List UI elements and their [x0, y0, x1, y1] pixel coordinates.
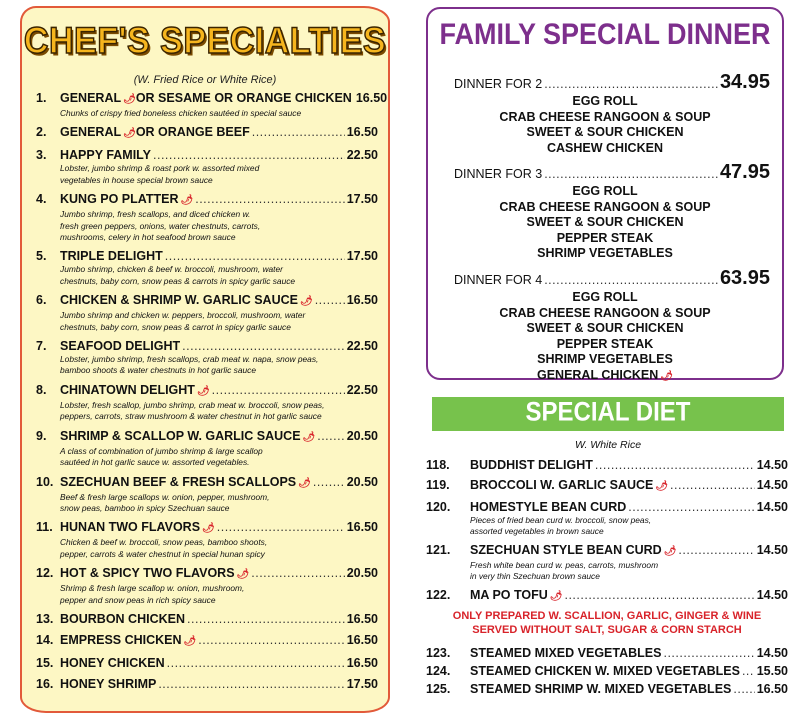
item-description: Beef & fresh large scallops w. onion, pepper, mushroom, snow peas, bamboo in spicy Szechuan sauce	[60, 491, 270, 513]
dot-leader	[544, 167, 718, 181]
course-name: CRAB CHEESE RANGOON & SOUP	[499, 305, 711, 320]
dinner-price: 34.95	[719, 71, 770, 93]
special-diet-title: SPECIAL DIET	[525, 397, 691, 428]
family-dinner-title: FAMILY SPECIAL DINNER	[439, 17, 771, 51]
dinner-course	[428, 231, 782, 247]
dinner-course	[428, 306, 782, 322]
chefs-specialties-list	[36, 90, 388, 697]
dot-leader	[217, 519, 345, 535]
item-name: SHRIMP & SCALLOP W. GARLIC SAUCE	[60, 428, 301, 443]
item-name: HUNAN TWO FLAVORS	[60, 520, 201, 535]
menu-item	[36, 147, 378, 163]
menu-item	[426, 663, 788, 679]
chili-pepper-icon: 🌶︎	[202, 523, 215, 535]
dot-leader	[628, 499, 754, 515]
dinner-row	[454, 267, 770, 290]
item-number: 10.	[36, 474, 54, 489]
item-number: 118.	[426, 458, 450, 472]
dot-leader	[252, 124, 345, 140]
special-diet-subtitle: W. White Rice	[574, 439, 642, 451]
course-name: SWEET & SOUR CHICKEN	[526, 321, 684, 335]
dot-leader	[158, 676, 344, 692]
item-name: MA PO TOFU	[470, 587, 548, 602]
dot-leader	[564, 587, 754, 603]
item-name: BROCCOLI W. GARLIC SAUCE	[470, 478, 654, 492]
item-number: 120.	[426, 500, 451, 514]
item-price: 22.50	[346, 382, 378, 397]
dinner-course	[428, 368, 782, 385]
dinner-course	[428, 352, 782, 368]
item-description: Jumbo shrimp and chicken w. peppers, broccoli, mushroom, water chestnuts, baby corn, snow peas & carrot in spicy garlic sauce	[60, 310, 306, 332]
chili-pepper-icon: 🌶︎	[663, 545, 677, 557]
item-number: 14.	[36, 632, 54, 647]
dot-leader	[167, 655, 345, 671]
dinner-course	[428, 141, 782, 157]
dinner-course	[428, 200, 782, 216]
item-name: SZECHUAN BEEF & FRESH SCALLOPS	[60, 474, 297, 489]
menu-item	[36, 248, 378, 264]
menu-item	[36, 632, 378, 650]
item-name: EMPRESS CHICKEN	[60, 632, 182, 647]
item-number: 7.	[36, 339, 47, 354]
dinner-row	[454, 161, 770, 184]
item-name: STEAMED SHRIMP W. MIXED VEGETABLES	[470, 681, 732, 696]
menu-item	[36, 338, 378, 354]
menu-item	[36, 124, 378, 142]
special-diet-banner	[432, 397, 784, 431]
menu-item	[36, 90, 388, 108]
dot-leader	[544, 273, 718, 287]
item-number: 122.	[426, 587, 451, 602]
dinner-course	[428, 215, 782, 231]
item-number: 123.	[426, 645, 451, 660]
menu-item	[36, 519, 378, 537]
dot-leader	[678, 542, 754, 558]
item-price: 20.50	[346, 566, 378, 581]
item-name-cont: OR SESAME OR ORANGE CHICKEN	[135, 91, 352, 105]
dinner-label: DINNER FOR 4	[454, 273, 543, 287]
dinner-course	[428, 246, 782, 262]
course-name: CASHEW CHICKEN	[547, 140, 663, 155]
item-name: HOMESTYLE BEAN CURD	[470, 500, 627, 514]
item-price: 17.50	[346, 249, 378, 264]
dot-leader	[315, 292, 345, 308]
dot-leader	[198, 632, 344, 648]
item-number: 15.	[36, 655, 54, 670]
dot-leader	[165, 248, 345, 264]
course-name: EGG ROLL	[572, 290, 638, 304]
item-name: STEAMED CHICKEN W. MIXED VEGETABLES	[470, 663, 740, 678]
chili-pepper-icon: 🌶︎	[236, 569, 250, 581]
course-name: CRAB CHEESE RANGOON & SOUP	[499, 109, 711, 124]
item-description: Chunks of crispy fried boneless chicken sautéed in special sauce	[60, 108, 302, 118]
menu-item	[426, 499, 788, 515]
dinner-course	[428, 94, 782, 110]
course-name: SWEET & SOUR CHICKEN	[526, 215, 684, 229]
item-price: 16.50	[346, 632, 378, 647]
item-price: 20.50	[346, 428, 378, 443]
menu-item	[36, 292, 378, 310]
dot-leader	[182, 338, 345, 354]
item-price: 14.50	[756, 478, 788, 492]
dinner-course	[428, 184, 782, 200]
item-name: HONEY CHICKEN	[60, 655, 165, 670]
item-number: 11.	[36, 520, 53, 535]
menu-item	[426, 457, 788, 473]
course-name: GENERAL CHICKEN	[536, 367, 659, 382]
course-name: SHRIMP VEGETABLES	[537, 246, 673, 260]
dot-leader	[187, 611, 345, 627]
special-diet-note	[426, 609, 788, 637]
diet-note-line-1: ONLY PREPARED W. SCALLION, GARLIC, GINGER & WINE	[452, 609, 762, 622]
family-special-dinner-panel	[426, 7, 784, 380]
item-name: SEAFOOD DELIGHT	[60, 339, 181, 354]
item-price: 14.50	[756, 500, 788, 514]
menu-item	[426, 645, 788, 661]
chili-pepper-icon: 🌶︎	[302, 431, 316, 443]
item-price: 14.50	[756, 587, 788, 602]
item-number: 16.	[36, 676, 54, 691]
item-price: 16.50	[346, 125, 378, 140]
item-number: 1.	[36, 91, 47, 105]
item-number: 3.	[36, 148, 47, 163]
chili-pepper-icon: 🌶︎	[180, 195, 194, 207]
dot-leader	[153, 147, 345, 163]
item-number: 6.	[36, 293, 47, 308]
dot-leader	[317, 428, 344, 444]
item-number: 124.	[426, 663, 451, 678]
chili-pepper-icon: 🌶︎	[655, 481, 669, 492]
item-name: HAPPY FAMILY	[60, 148, 151, 163]
menu-item	[36, 191, 378, 209]
item-name: BOURBON CHICKEN	[60, 611, 185, 626]
item-number: 2.	[36, 125, 47, 140]
item-number: 9.	[36, 428, 47, 443]
item-number: 4.	[36, 192, 47, 207]
dinner-course	[428, 321, 782, 337]
menu-item	[36, 382, 378, 400]
menu-item	[36, 655, 378, 671]
item-name: CHICKEN & SHRIMP W. GARLIC SAUCE	[60, 293, 298, 308]
menu-item	[426, 477, 788, 495]
item-number: 125.	[426, 681, 451, 696]
chili-pepper-icon: 🌶︎	[298, 477, 311, 489]
item-description: Lobster, fresh scallop, jumbo shrimp, crab meat w. broccoli, snow peas, peppers, carrots, straw mushroom & water chestnut in hot garlic sauce	[60, 399, 325, 422]
special-diet-list	[426, 457, 788, 699]
item-name: GENERAL	[60, 91, 122, 105]
course-name: PEPPER STEAK	[556, 230, 654, 245]
dinner-price: 63.95	[719, 267, 770, 289]
item-name: STEAMED MIXED VEGETABLES	[470, 645, 662, 660]
menu-item	[426, 587, 788, 605]
dinner-label: DINNER FOR 3	[454, 167, 543, 181]
diet-note-line-2: SERVED WITHOUT SALT, SUGAR & CORN STARCH	[472, 623, 742, 636]
course-name: PEPPER STEAK	[556, 336, 654, 351]
menu-item	[426, 542, 788, 560]
course-name: CRAB CHEESE RANGOON & SOUP	[499, 199, 711, 214]
chili-pepper-icon: 🌶︎	[549, 590, 563, 602]
dot-leader	[212, 382, 345, 398]
item-name: GENERAL	[60, 125, 122, 140]
item-description: Fresh white bean curd w. peas, carrots, mushroom in very thin Szechuan brown sauce	[470, 559, 659, 582]
item-price: 17.50	[346, 192, 378, 207]
item-number: 119.	[426, 478, 450, 492]
dot-leader	[595, 457, 755, 473]
item-description: A class of combination of jumbo shrimp & large scallop sautéed in hot garlic sauce w. assorted vegetables.	[60, 445, 263, 468]
item-description: Chicken & beef w. broccoli, snow peas, bamboo shoots, pepper, carrots & water chestnut in special hunan spicy	[60, 537, 268, 559]
item-price: 16.50	[355, 91, 388, 105]
menu-item	[36, 474, 378, 492]
item-number: 13.	[36, 611, 54, 626]
chefs-specialties-subtitle: (W. Fried Rice or White Rice)	[133, 74, 277, 86]
item-number: 12.	[36, 566, 54, 581]
dinner-course	[428, 337, 782, 353]
chili-pepper-icon: 🌶︎	[123, 128, 136, 140]
item-price: 16.50	[346, 520, 378, 535]
item-description: Pieces of fried bean curd w. broccoli, snow peas, assorted vegetables in brown sauce	[470, 515, 652, 537]
item-price: 16.50	[346, 293, 378, 308]
item-price: 17.50	[346, 676, 378, 691]
dot-leader	[544, 77, 718, 91]
item-name: HOT & SPICY TWO FLAVORS	[60, 566, 235, 581]
chili-pepper-icon: 🌶︎	[196, 385, 210, 397]
dot-leader	[670, 477, 755, 493]
item-name: HONEY SHRIMP	[60, 676, 157, 691]
item-price: 15.50	[756, 663, 788, 678]
course-name: EGG ROLL	[572, 94, 638, 108]
special-diet-items-top	[426, 457, 788, 605]
dot-leader	[663, 645, 754, 661]
course-name: SWEET & SOUR CHICKEN	[526, 125, 684, 139]
item-price: 16.50	[346, 611, 378, 626]
item-number: 121.	[426, 542, 451, 557]
dot-leader	[251, 565, 344, 581]
item-number: 5.	[36, 249, 47, 264]
course-name: EGG ROLL	[572, 184, 638, 198]
item-name: KUNG PO PLATTER	[60, 192, 179, 207]
item-price: 16.50	[756, 681, 788, 696]
chili-pepper-icon: 🌶︎	[299, 296, 313, 308]
special-diet-items-bottom	[426, 645, 788, 697]
dot-leader	[313, 474, 345, 490]
dinner-row	[454, 71, 770, 94]
chefs-specialties-title: CHEF'S SPECIALTIES	[23, 20, 387, 62]
item-description: Lobster, jumbo shrimp, fresh scallops, crab meat w. napa, snow peas, bamboo shoots & water chestnuts in hot garlic sauce	[60, 354, 319, 376]
item-description: Lobster, jumbo shrimp & roast pork w. assorted mixed vegetables in house special brown sauce	[60, 163, 260, 185]
chili-pepper-icon: 🌶︎	[183, 635, 197, 647]
item-price: 22.50	[346, 339, 378, 354]
dinner-course	[428, 290, 782, 306]
item-price: 14.50	[756, 645, 788, 660]
chili-pepper-icon: 🌶︎	[123, 94, 136, 105]
chili-pepper-icon: 🌶︎	[660, 370, 673, 382]
item-name: BUDDHIST DELIGHT	[470, 458, 593, 472]
dot-leader	[195, 191, 344, 207]
dot-leader	[733, 681, 754, 697]
item-name-cont: OR ORANGE BEEF	[135, 125, 250, 140]
item-price: 20.50	[346, 474, 378, 489]
menu-item	[36, 611, 378, 627]
menu-item	[36, 428, 378, 446]
item-description: Jumbo shrimp, chicken & beef w. broccoli, mushroom, water chestnuts, baby corn, snow peas & carrots in spicy garlic sauce	[60, 264, 296, 286]
dinner-course	[428, 125, 782, 141]
dot-leader	[742, 663, 755, 679]
chefs-specialties-panel	[20, 6, 390, 713]
item-name: TRIPLE DELIGHT	[60, 249, 163, 264]
item-price: 14.50	[756, 542, 788, 557]
menu-item	[36, 565, 378, 583]
dinner-price: 47.95	[719, 161, 770, 183]
dinner-course	[428, 110, 782, 126]
course-name: SHRIMP VEGETABLES	[537, 352, 673, 366]
item-price: 14.50	[756, 458, 788, 472]
menu-item	[36, 676, 378, 692]
item-description: Jumbo shrimp, fresh scallops, and diced chicken w. fresh green peppers, onions, water chestnuts, carrots, mushrooms, celery in hot seafood brown sauce	[60, 209, 261, 243]
dinner-label: DINNER FOR 2	[454, 77, 543, 91]
menu-item	[426, 681, 788, 697]
item-description: Shrimp & fresh large scallop w. onion, mushroom, pepper and snow peas in rich spicy sauce	[60, 583, 245, 605]
item-number: 8.	[36, 382, 47, 397]
item-name: SZECHUAN STYLE BEAN CURD	[470, 542, 662, 557]
item-price: 22.50	[346, 148, 378, 163]
item-price: 16.50	[346, 655, 378, 670]
item-name: CHINATOWN DELIGHT	[60, 382, 195, 397]
